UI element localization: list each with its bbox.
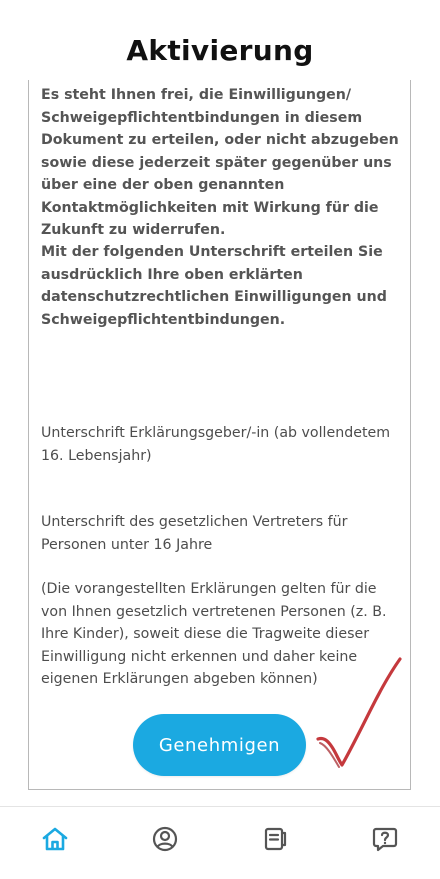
page-header bbox=[0, 0, 440, 84]
signature-label-guardian: Unterschrift des gesetzlichen Vertreters für Personen unter 16 Jahre bbox=[41, 514, 348, 553]
consent-paragraph: Es steht Ihnen frei, die Einwilligungen/ Schweigepflichtentbindungen in diesem Dokument zu erteilen, oder nicht abzugeben sowie diese jederzeit später gegenüber uns über eine der oben genannten Kontaktmöglichkeiten mit Wirkung für die Zukunft zu widerrufen. bbox=[41, 87, 399, 238]
approve-button[interactable]: Genehmigen bbox=[133, 714, 306, 776]
tab-help[interactable] bbox=[330, 807, 440, 879]
tab-documents[interactable] bbox=[220, 807, 330, 879]
page-title: Aktivierung bbox=[126, 33, 314, 67]
profile-icon bbox=[151, 825, 179, 853]
help-icon bbox=[371, 825, 399, 853]
guardian-note: (Die vorangestellten Erklärungen gelten für die von Ihnen gesetzlich vertretenen Personen (z. B. Ihre Kinder), soweit diese die Tragweite dieser Einwilligung nicht erkennen und daher keine eigenen Erklärungen abgeben können) bbox=[41, 581, 387, 687]
home-icon bbox=[41, 825, 69, 853]
bottom-tab-bar bbox=[0, 806, 440, 879]
signature-label-declarant: Unterschrift Erklärungsgeber/-in (ab vollendetem 16. Lebensjahr) bbox=[41, 425, 391, 464]
documents-icon bbox=[261, 825, 289, 853]
tab-profile[interactable] bbox=[110, 807, 220, 879]
checkmark-annotation bbox=[310, 655, 405, 773]
signature-intro-paragraph: Mit der folgenden Unterschrift erteilen Sie ausdrücklich Ihre oben erklärten datenschutzrechtlichen Einwilligungen und Schweigepflichtentbindungen. bbox=[41, 244, 387, 328]
tab-home[interactable] bbox=[0, 807, 110, 879]
